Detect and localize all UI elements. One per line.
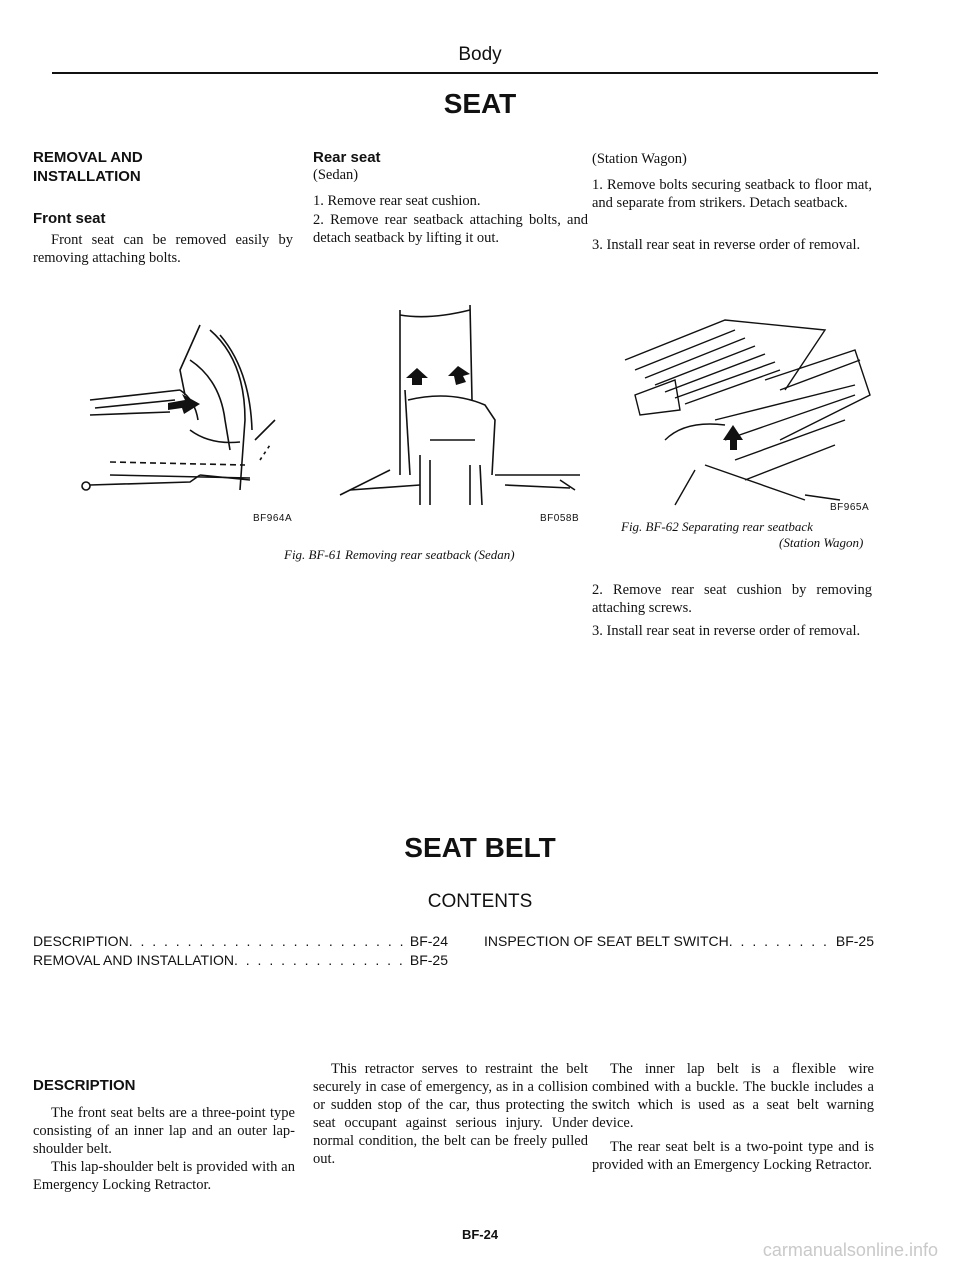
sedan-step-2: 2. Remove rear seatback attaching bolts, and detach seatback by lifting it out. <box>313 212 588 246</box>
fig-label-bf964a: BF964A <box>253 513 293 524</box>
toc-entry-removal[interactable] <box>33 952 448 968</box>
toc-page: BF-25 <box>835 933 874 949</box>
rear-seat-heading: Rear seat <box>313 149 381 166</box>
contents-heading: CONTENTS <box>427 891 533 912</box>
seat-belt-title: SEAT BELT <box>404 832 556 863</box>
fig-62-caption-line1: Fig. BF-62 Separating rear seatback <box>621 519 813 534</box>
front-seat-heading: Front seat <box>33 210 106 227</box>
fig-62-caption-line2: (Station Wagon) <box>779 535 864 550</box>
front-seat-illustration <box>50 300 310 530</box>
toc-leader <box>129 933 410 949</box>
watermark: carmanualsonline.info <box>762 1240 938 1260</box>
wagon-step-2b: 2. Remove rear seat cushion by removing attaching screws. <box>592 582 872 616</box>
front-seat-text: Front seat can be removed easily by removing attaching bolts. <box>33 232 293 266</box>
page-number: BF-24 <box>461 1227 499 1242</box>
removal-heading: REMOVAL AND INSTALLATION <box>33 149 143 185</box>
toc-entry-description[interactable] <box>33 933 448 949</box>
wagon-step-1: 1. Remove bolts securing seatback to floor mat, and separate from strikers. Detach seatback. <box>592 177 872 211</box>
retractor-paragraph: This retractor serves to restraint the belt securely in case of emergency, as in a collision or sudden stop of the car, thus protecting the seat occupant against serious injury. Under normal condition, the belt can be freely pulled out. <box>313 1061 588 1167</box>
toc-leader <box>729 933 836 949</box>
toc-label: REMOVAL AND INSTALLATION <box>33 952 234 968</box>
page-title: SEAT <box>443 88 517 119</box>
description-heading: DESCRIPTION <box>33 1077 136 1094</box>
toc-page: BF-24 <box>409 933 448 949</box>
section-header: Body <box>458 44 502 65</box>
fig-61-caption: Fig. BF-61 Removing rear seatback (Sedan) <box>284 547 515 562</box>
rear-seat-belt-paragraph: The rear seat belt is a two-point type and is provided with an Emergency Locking Retractor. <box>592 1139 874 1173</box>
description-paragraph-2: This lap-shoulder belt is provided with an Emergency Locking Retractor. <box>33 1159 295 1193</box>
description-paragraph-1: The front seat belts are a three-point type consisting of an inner lap and an outer lap-shoulder belt. <box>33 1105 295 1157</box>
header-rule <box>52 72 878 74</box>
toc-label: DESCRIPTION <box>33 933 129 949</box>
sedan-rear-seat-illustration <box>330 290 590 515</box>
sedan-step-1: 1. Remove rear seat cushion. <box>313 193 481 209</box>
toc-label: INSPECTION OF SEAT BELT SWITCH <box>484 933 729 949</box>
sedan-subheading: (Sedan) <box>313 167 359 183</box>
toc-leader <box>234 952 410 968</box>
fig-label-bf965a: BF965A <box>830 502 870 513</box>
fig-label-bf058b: BF058B <box>540 513 580 524</box>
toc-page: BF-25 <box>409 952 448 968</box>
station-wagon-subheading: (Station Wagon) <box>592 151 687 167</box>
inner-lap-belt-paragraph: The inner lap belt is a flexible wire combined with a buckle. The buckle includes a switch which is used as a seat belt warning device. <box>592 1061 874 1131</box>
wagon-step-3b: 3. Install rear seat in reverse order of removal. <box>592 623 861 639</box>
wagon-rear-seat-illustration <box>605 300 880 510</box>
wagon-step-3: 3. Install rear seat in reverse order of removal. <box>592 237 861 253</box>
toc-entry-inspection[interactable] <box>484 933 874 949</box>
